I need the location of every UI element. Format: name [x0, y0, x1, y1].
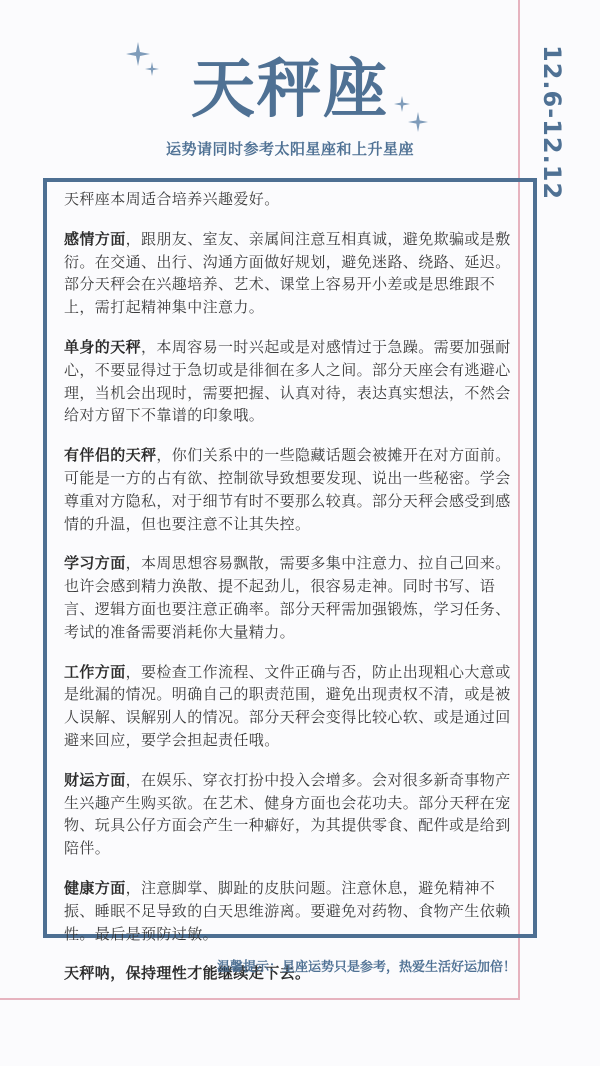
section-text: ，跟朋友、室友、亲属间注意互相真诚，避免欺骗或是敷衍。在交通、出行、沟通方面做好规划，避免迷路、绕路、延迟。部分天秤会在兴趣培养、艺术、课堂上容易开小差或是思维跟不上，需打起精神集中注意力。	[64, 229, 511, 317]
section-text: ，注意脚掌、脚趾的皮肤问题。注意休息，避免精神不振、睡眠不足导致的白天思维游离。要避免对药物、食物产生依赖性。最后是预防过敏。	[64, 878, 511, 943]
section-heading: 健康方面	[64, 878, 126, 897]
section-heading: 财运方面	[64, 770, 126, 789]
section-single	[64, 336, 524, 427]
sparkle-star-icon	[408, 112, 428, 132]
section-text: ，要检查工作流程、文件正确与否，防止出现粗心大意或是纰漏的情况。明确自己的职责范围，避免出现责权不清，或是被人误解、误解别人的情况。部分天秤会变得比较心软、或是通过回避来回应，要学会担起责任哦。	[64, 662, 511, 749]
section-heading: 感情方面	[64, 229, 126, 248]
section-work	[64, 661, 524, 752]
footer-tip: 温馨提示：星座运势只是参考，热爱生活好运加倍！	[216, 960, 516, 975]
section-text: ，在娱乐、穿衣打扮中投入会增多。会对很多新奇事物产生兴趣产生购买欲。在艺术、健身方面也会花功夫。部分天秤在宠物、玩具公仔方面会产生一种癖好，为其提供零食、配件或是给到陪伴。	[64, 770, 511, 858]
section-health	[64, 877, 524, 945]
section-heading: 有伴侣的天秤	[64, 446, 157, 465]
section-text: ，本周容易一时兴起或是对感情过于急躁。需要加强耐心，不要显得过于急切或是徘徊在多人之间。部分天座会有逃避心理，当机会出现时，需要把握、认真对待，表达真实想法，不然会给对方留下不靠谱的印象哦。	[64, 337, 511, 425]
section-partnered	[64, 444, 524, 535]
section-text: ，你们关系中的一些隐藏话题会被摊开在对方面前。可能是一方的占有欲、控制欲导致想要发现、说出一些秘密。学会尊重对方隐私，对于细节有时不要那么较真。部分天秤会感受到感情的升温，但也要注意不让其失控。	[64, 446, 511, 533]
page-subtitle: 运势请同时参考太阳星座和上升星座	[165, 140, 414, 158]
section-heading: 工作方面	[64, 662, 126, 681]
horoscope-content	[64, 188, 524, 1002]
section-love	[64, 228, 524, 319]
section-text: ，本周思想容易飘散，需要多集中注意力、拉自己回来。也许会感到精力涣散、提不起劲儿，很容易走神。同时书写、语言、逻辑方面也要注意正确率。部分天秤需加强锻炼，学习任务、考试的准备需要消耗你大量精力。	[64, 554, 511, 641]
section-heading: 单身的天秤	[64, 337, 142, 356]
section-wealth	[64, 769, 524, 860]
section-study	[64, 552, 524, 643]
section-heading: 学习方面	[64, 554, 126, 573]
intro-paragraph: 天秤座本周适合培养兴趣爱好。	[64, 190, 280, 208]
date-range: 12.6-12.12	[538, 45, 566, 201]
closing-line: 天秤呐，保持理性才能继续走下去。	[64, 964, 311, 983]
sparkle-star-icon	[145, 62, 159, 76]
page-title: 天秤座	[191, 53, 389, 127]
